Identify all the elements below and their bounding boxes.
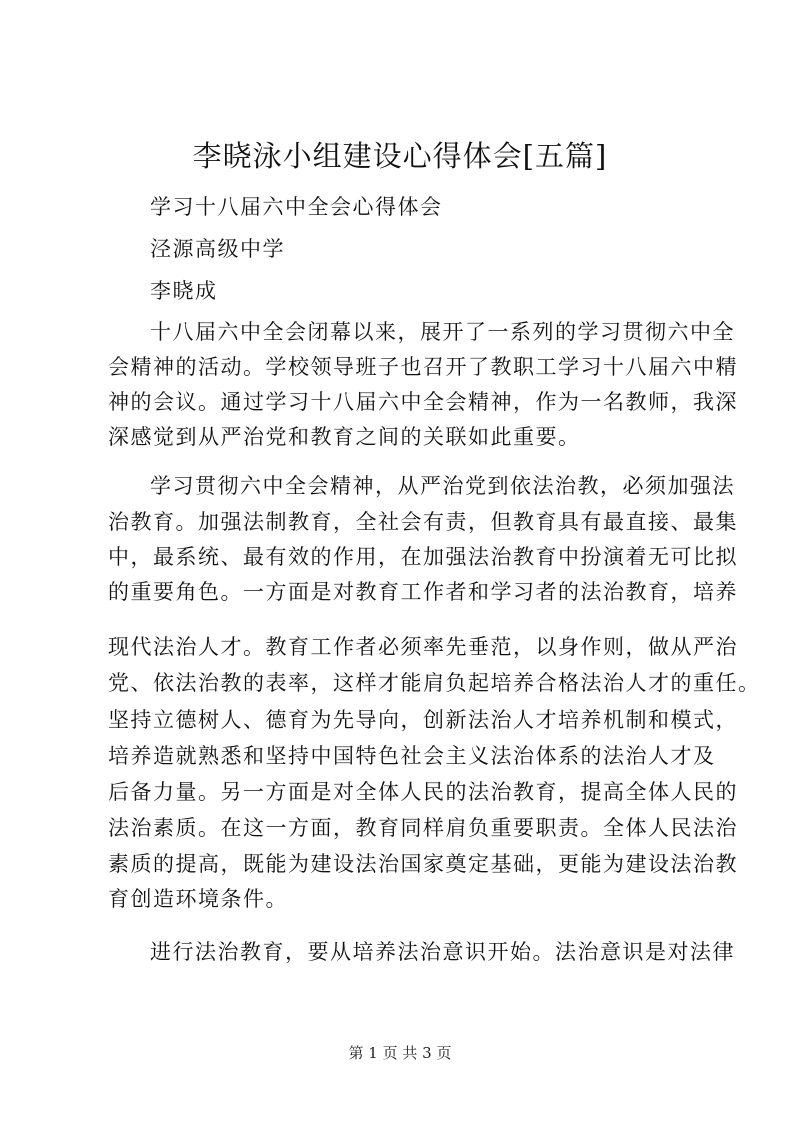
school-name: 泾源高级中学 [150, 237, 285, 261]
paragraph-line: 深感觉到从严治党和教育之间的关联如此重要。 [108, 425, 581, 449]
paragraph-line: 治教育。加强法制教育，全社会有责，但教育具有最直接、最集 [108, 510, 738, 534]
paragraph-line: 坚持立德树人、德育为先导向，创新法治人才培养机制和模式， [108, 708, 738, 732]
paragraph-line: 培养造就熟悉和坚持中国特色社会主义法治体系的法治人才及 [108, 744, 716, 768]
paragraph-line: 法治素质。在这一方面，教育同样肩负重要职责。全体人民法治 [108, 816, 738, 840]
paragraph-line: 会精神的活动。学校领导班子也召开了教职工学习十八届六中精 [108, 355, 738, 379]
document-title: 李晓泳小组建设心得体会[五篇] [192, 139, 608, 173]
page-number: 第 1 页 共 3 页 [348, 1044, 452, 1062]
paragraph-line: 神的会议。通过学习十八届六中全会精神，作为一名教师，我深 [108, 390, 738, 414]
paragraph-line: 进行法治教育，要从培养法治意识开始。法治意识是对法律 [150, 940, 735, 964]
author-name: 李晓成 [150, 279, 218, 303]
paragraph-line: 素质的提高，既能为建设法治国家奠定基础，更能为建设法治教 [108, 852, 738, 876]
paragraph-line: 育创造环境条件。 [108, 887, 288, 911]
paragraph-line: 的重要角色。一方面是对教育工作者和学习者的法治教育，培养 [108, 580, 738, 604]
paragraph-line: 十八届六中全会闭幕以来，展开了一系列的学习贯彻六中全 [150, 320, 735, 344]
paragraph-line: 现代法治人才。教育工作者必须率先垂范，以身作则，做从严治 [108, 635, 738, 659]
paragraph-line: 后备力量。另一方面是对全体人民的法治教育，提高全体人民的 [108, 780, 738, 804]
paragraph-line: 中，最系统、最有效的作用，在加强法治教育中扮演着无可比拟 [108, 545, 738, 569]
paragraph-line: 党、依法治教的表率，这样才能肩负起培养合格法治人才的重任。 [108, 671, 761, 695]
document-subtitle: 学习十八届六中全会心得体会 [150, 195, 443, 219]
paragraph-line: 学习贯彻六中全会精神，从严治党到依法治教，必须加强法 [150, 474, 735, 498]
